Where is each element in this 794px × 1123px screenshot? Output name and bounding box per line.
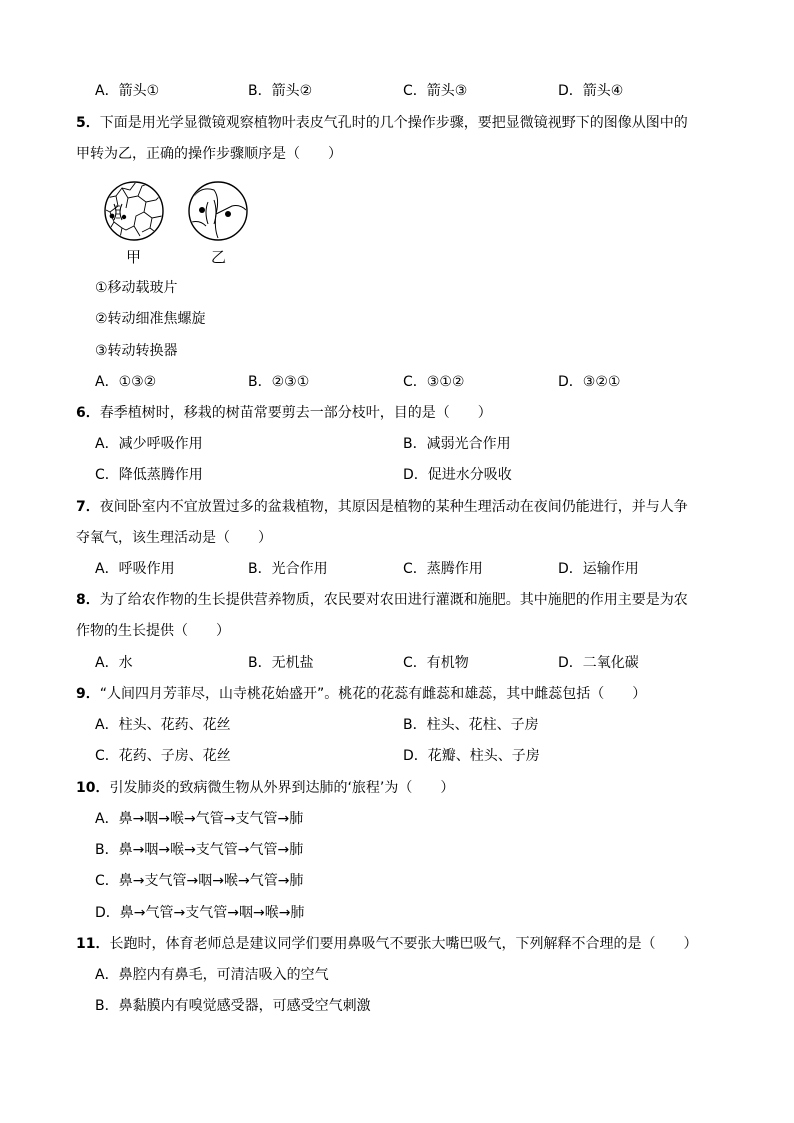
q5-stem-line1 [76, 113, 688, 133]
q4-option-b[interactable]: B．箭头② [248, 83, 313, 99]
q8-option-b[interactable]: B．无机盐 [248, 655, 314, 671]
q8-stem-line1 [76, 590, 688, 610]
q6-stem-text: 春季植树时，移栽的树苗常要剪去一部分枝叶，目的是（ ） [99, 405, 492, 421]
q10-stem [76, 778, 454, 798]
q11-option-a[interactable]: A．鼻腔内有鼻毛，可清洁吸入的空气 [95, 967, 329, 983]
q6-option-b[interactable]: B．减弱光合作用 [403, 436, 511, 452]
q7-stem-line2: 夺氧气，该生理活动是（ ） [76, 530, 272, 546]
q8-stem-text1: 为了给农作物的生长提供营养物质，农民要对农田进行灌溉和施肥。其中施肥的作用主要是为农 [99, 592, 688, 608]
q5-step-2: ②转动细准焦螺旋 [95, 311, 206, 327]
q5-option-b[interactable]: B．②③① [248, 374, 310, 390]
q5-option-d[interactable]: D．③②① [558, 374, 621, 390]
q7-stem-line1 [76, 497, 688, 517]
q5-stem-text1: 下面是用光学显微镜观察植物叶表皮气孔时的几个操作步骤，要把显微镜视野下的图像从图中的 [99, 115, 688, 131]
q7-option-a[interactable]: A．呼吸作用 [95, 561, 175, 577]
q6-stem [76, 403, 492, 423]
q5-step-1: ①移动载玻片 [95, 280, 178, 296]
q11-stem-text: 长跑时，体育老师总是建议同学们要用鼻吸气不要张大嘴巴吸气，下列解释不合理的是（ ） [109, 936, 698, 952]
q9-stem [76, 684, 646, 704]
q9-number: 9． [76, 686, 100, 702]
q5-option-c[interactable]: C．③①② [403, 374, 465, 390]
q11-stem [76, 934, 697, 954]
q7-number: 7． [76, 499, 100, 515]
q7-option-d[interactable]: D．运输作用 [558, 561, 639, 577]
q6-option-c[interactable]: C．降低蒸腾作用 [95, 467, 203, 483]
view-yi [189, 182, 247, 240]
q11-option-b[interactable]: B．鼻黏膜内有嗅觉感受器，可感受空气刺激 [95, 998, 371, 1014]
q9-stem-text: “人间四月芳菲尽，山寺桃花始盛开”。桃花的花蕊有雌蕊和雄蕊，其中雌蕊包括（ ） [99, 686, 647, 702]
q5-option-a[interactable]: A．①③② [95, 374, 157, 390]
q11-number: 11． [76, 936, 110, 952]
q10-number: 10． [76, 780, 110, 796]
q5-stem-line2: 甲转为乙，正确的操作步骤顺序是（ ） [76, 146, 342, 162]
q8-option-d[interactable]: D．二氧化碳 [558, 655, 639, 671]
figure-label-jia: 甲 [126, 248, 142, 266]
q8-stem-line2: 作物的生长提供（ ） [76, 623, 230, 639]
q10-option-c[interactable]: C．鼻→支气管→咽→喉→气管→肺 [95, 873, 304, 889]
q6-option-d[interactable]: D．促进水分吸收 [403, 467, 512, 483]
view-jia [105, 182, 163, 240]
q6-number: 6． [76, 405, 100, 421]
q10-option-b[interactable]: B．鼻→咽→喉→支气管→气管→肺 [95, 842, 304, 858]
q6-option-a[interactable]: A．减少呼吸作用 [95, 436, 203, 452]
q10-option-d[interactable]: D．鼻→气管→支气管→咽→喉→肺 [95, 905, 305, 921]
q9-option-b[interactable]: B．柱头、花柱、子房 [403, 717, 539, 733]
q9-option-d[interactable]: D．花瓣、柱头、子房 [403, 748, 540, 764]
q4-option-a[interactable]: A．箭头① [95, 83, 160, 99]
q10-option-a[interactable]: A．鼻→咽→喉→气管→支气管→肺 [95, 811, 304, 827]
q5-microscope-figure [104, 180, 254, 270]
q4-option-c[interactable]: C．箭头③ [403, 83, 468, 99]
q7-stem-text1: 夜间卧室内不宜放置过多的盆栽植物，其原因是植物的某种生理活动在夜间仍能进行，并与人争 [99, 499, 688, 515]
q9-option-c[interactable]: C．花药、子房、花丝 [95, 748, 231, 764]
q4-option-d[interactable]: D．箭头④ [558, 83, 624, 99]
q5-number: 5． [76, 115, 100, 131]
figure-label-yi: 乙 [211, 248, 227, 266]
q7-option-b[interactable]: B．光合作用 [248, 561, 328, 577]
q8-number: 8． [76, 592, 100, 608]
q9-option-a[interactable]: A．柱头、花药、花丝 [95, 717, 231, 733]
q7-option-c[interactable]: C．蒸腾作用 [403, 561, 483, 577]
q8-option-c[interactable]: C．有机物 [403, 655, 469, 671]
q8-option-a[interactable]: A．水 [95, 655, 133, 671]
q10-stem-text: 引发肺炎的致病微生物从外界到达肺的‘旅程’为（ ） [109, 780, 455, 796]
q5-step-3: ③转动转换器 [95, 343, 178, 359]
